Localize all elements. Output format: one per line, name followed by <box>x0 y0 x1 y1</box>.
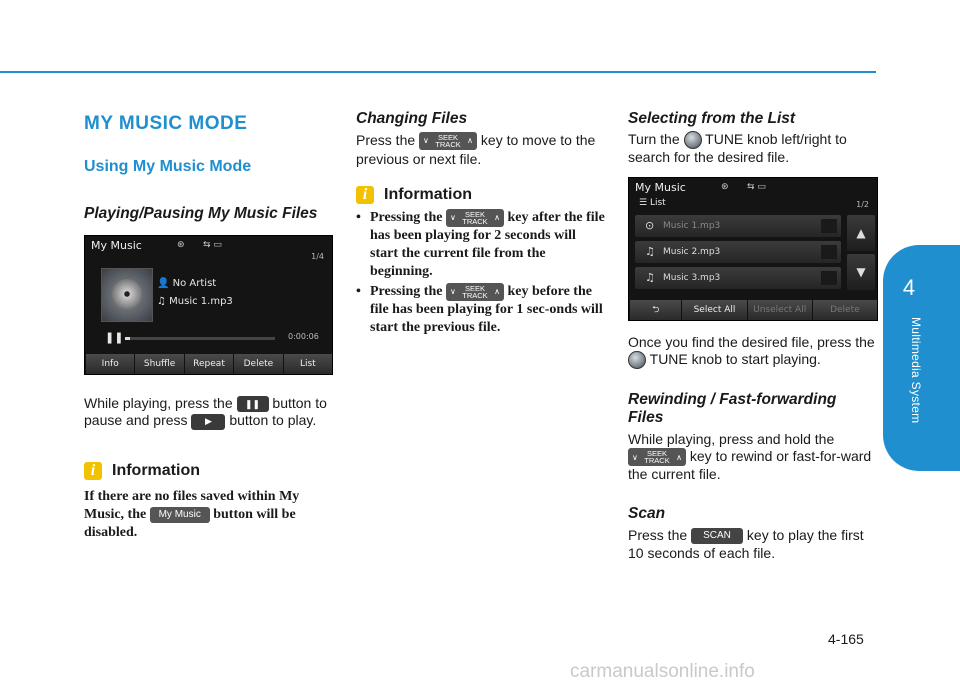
section-title-rewinding: Rewinding / Fast-forwarding Files <box>628 391 837 426</box>
tune-knob-icon <box>628 351 646 369</box>
bullet2-text-a: Pressing the <box>370 284 443 300</box>
para-changing <box>356 131 606 168</box>
para-playing <box>84 395 334 430</box>
info-bullets <box>356 209 606 339</box>
track-name: Music 1.mp3 <box>169 296 233 307</box>
seek-label: SEEK <box>464 284 485 294</box>
info-box-1 <box>84 462 200 480</box>
para-changing-a: Press the <box>356 132 416 148</box>
checkbox[interactable] <box>821 245 837 259</box>
info-icon: i <box>356 186 374 204</box>
chevron-down-icon: ∨ <box>449 213 456 222</box>
list-button-bar <box>629 300 877 320</box>
my-music-player-screen <box>84 235 333 375</box>
play-circle-icon: ⊙ <box>645 219 655 232</box>
list-item[interactable] <box>635 215 841 237</box>
chevron-up-icon: ∧ <box>494 287 500 297</box>
settings-icon: ⊛ <box>177 240 185 250</box>
chevron-up-icon: ∧ <box>467 136 474 146</box>
album-art <box>101 268 153 322</box>
scan-button: SCAN <box>691 528 743 544</box>
para-rewinding-b: key to rewind or fast-for-ward the current file. <box>628 448 872 483</box>
chevron-down-icon: ∨ <box>423 136 429 146</box>
scroll-up-button[interactable]: ▲ <box>847 215 875 251</box>
para-once-found-a: Once you find the desired file, press the <box>628 334 875 350</box>
para-once-found-b: TUNE knob to start playing. <box>649 351 821 367</box>
section-title-playing: Playing/Pausing My Music Files <box>84 205 318 222</box>
section-title-changing: Changing Files <box>356 110 468 127</box>
settings-icon: ⊛ <box>721 182 729 192</box>
bullet-item <box>356 283 606 337</box>
list-item-label: Music 3.mp3 <box>663 273 721 283</box>
cd-icon <box>112 279 142 309</box>
seek-label: SEEK <box>646 449 667 459</box>
bullet2-text-b: key before the file has been playing for 1 sec-onds will start the previous file. <box>370 284 603 336</box>
list-item[interactable] <box>635 267 841 289</box>
track-row <box>157 296 233 307</box>
delete-button[interactable]: Delete <box>812 300 877 320</box>
chapter-title: Multimedia System <box>909 317 923 424</box>
back-arrow-icon[interactable]: ⮌ <box>629 300 681 320</box>
music-note-icon: ♫ <box>645 271 655 284</box>
seek-label: SEEK <box>438 133 459 143</box>
chevron-up-icon: ∧ <box>676 452 682 462</box>
music-note-icon: ♫ <box>157 296 166 307</box>
screen-page-indicator: 1/2 <box>856 200 869 209</box>
seek-track-key <box>446 283 504 301</box>
list-icon: ☰ <box>639 198 648 208</box>
section-title-scan: Scan <box>628 505 666 522</box>
para-playing-text-b: button to pause and press <box>84 395 327 429</box>
player-button-bar <box>85 354 332 374</box>
track-label: TRACK <box>644 456 670 466</box>
subheading: Using My Music Mode <box>84 158 252 175</box>
para-playing-text-c: button to play. <box>229 412 317 429</box>
para-selecting-a: Turn the <box>628 131 680 147</box>
seek-track-key <box>446 209 504 227</box>
delete-button[interactable]: Delete <box>233 354 282 374</box>
para-scan <box>628 526 878 562</box>
checkbox[interactable] <box>821 271 837 285</box>
pause-icon: ❚❚ <box>237 396 269 412</box>
page-number: 4-165 <box>828 631 864 647</box>
para-scan-a: Press the <box>628 527 688 543</box>
info-title: Information <box>112 462 200 479</box>
artist-name: No Artist <box>172 278 217 289</box>
bullet1-text-a: Pressing the <box>370 210 443 226</box>
progress-bar[interactable] <box>125 337 275 340</box>
tune-knob-icon <box>684 131 702 149</box>
track-label: TRACK <box>435 140 461 150</box>
para-playing-text-a: While playing, press the <box>84 395 233 411</box>
header-rule <box>0 71 876 73</box>
my-music-button: My Music <box>150 507 210 523</box>
checkbox[interactable] <box>821 219 837 233</box>
repeat-button[interactable]: Repeat <box>184 354 233 374</box>
section-title-selecting: Selecting from the List <box>628 110 796 127</box>
usb-icon: ⇆ ▭ <box>203 240 222 250</box>
unselect-all-button[interactable]: Unselect All <box>747 300 812 320</box>
para-scan-b: key to play the first 10 seconds of each file. <box>628 527 864 562</box>
my-music-list-screen <box>628 177 878 321</box>
elapsed-time: 0:00:06 <box>288 332 319 341</box>
para-selecting <box>628 131 878 166</box>
scroll-down-button[interactable]: ▼ <box>847 254 875 290</box>
chevron-up-icon: ∧ <box>494 213 500 222</box>
track-label: TRACK <box>462 217 488 226</box>
bullet1-text-b: key after the file has been playing for 2 seconds will start the current file from the beginning. <box>370 210 605 280</box>
music-note-icon: ♫ <box>645 245 655 258</box>
shuffle-button[interactable]: Shuffle <box>134 354 183 374</box>
bullet-item <box>356 209 606 281</box>
pause-icon[interactable]: ❚❚ <box>105 331 124 344</box>
chapter-number: 4 <box>902 275 916 300</box>
usb-icon: ⇆ ▭ <box>747 182 766 192</box>
person-icon: 👤 <box>157 278 170 289</box>
chevron-down-icon: ∨ <box>449 287 456 297</box>
select-all-button[interactable]: Select All <box>681 300 746 320</box>
list-button[interactable]: List <box>283 354 332 374</box>
track-label: TRACK <box>462 291 488 301</box>
screen-title: My Music <box>91 239 142 252</box>
para-changing-b: key to move to the previous or next file. <box>356 132 596 168</box>
seek-track-key <box>628 448 686 466</box>
screen-page-indicator: 1/4 <box>311 252 324 261</box>
list-item[interactable] <box>635 241 841 263</box>
info-box-2 <box>356 186 472 204</box>
list-label: List <box>649 198 666 208</box>
screen-title: My Music <box>635 181 686 194</box>
artist-row <box>157 278 216 289</box>
info-title: Information <box>384 186 472 203</box>
page-heading: MY MUSIC MODE <box>84 113 248 134</box>
list-item-label: Music 2.mp3 <box>663 247 721 257</box>
seek-label: SEEK <box>464 210 485 219</box>
play-icon: ▶ <box>191 414 225 430</box>
info-button[interactable]: Info <box>85 354 134 374</box>
para-rewinding-a: While playing, press and hold the <box>628 431 835 447</box>
list-item-label: Music 1.mp3 <box>663 221 721 231</box>
watermark: carmanualsonline.info <box>570 661 755 682</box>
list-header <box>639 198 666 208</box>
para-selecting-b: TUNE knob left/right to search for the desired file. <box>628 131 847 166</box>
info-text-1 <box>84 488 334 542</box>
progress-fill <box>125 337 130 340</box>
seek-track-key <box>419 132 477 150</box>
para-rewinding <box>628 431 878 483</box>
info-text-a: If there are no files saved within My Music, the <box>84 489 300 522</box>
para-once-found <box>628 334 878 369</box>
info-text-b: button will be disabled. <box>84 507 296 540</box>
info-icon: i <box>84 462 102 480</box>
chapter-tab <box>883 245 960 471</box>
chevron-down-icon: ∨ <box>632 452 638 462</box>
